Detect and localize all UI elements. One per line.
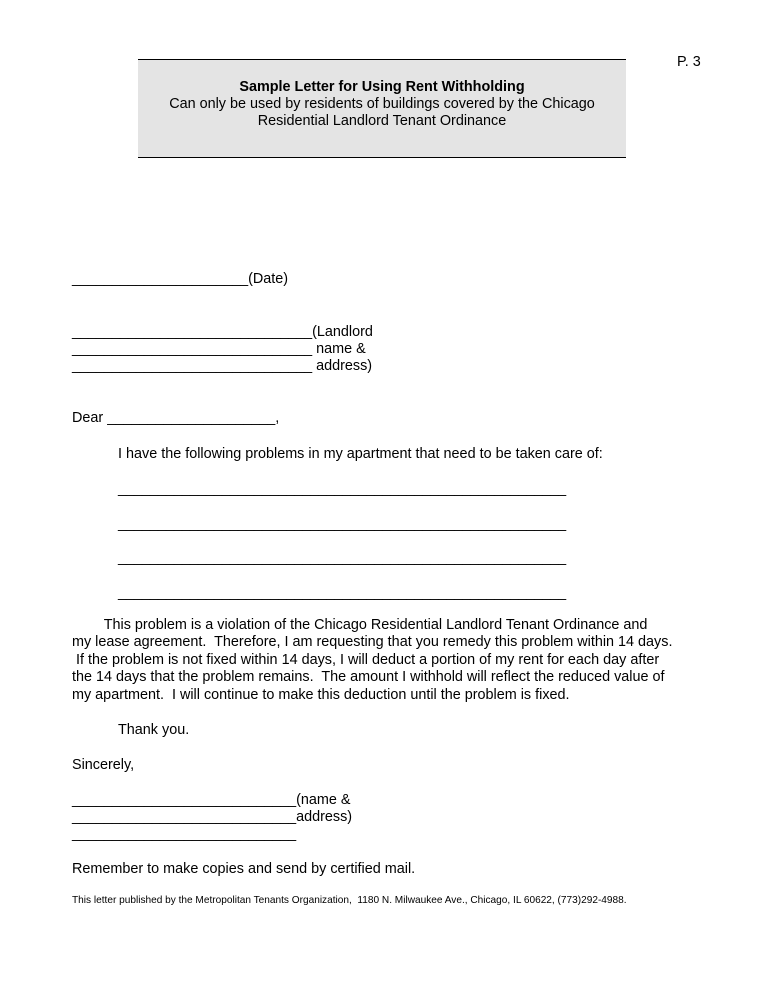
landlord-label-2: name &: [312, 341, 366, 357]
landlord-blank-3: ______________________________: [72, 358, 313, 374]
landlord-blank-1: ______________________________: [72, 324, 313, 340]
problem-line-3: ________________________________________________________: [118, 550, 567, 566]
landlord-line2: [72, 341, 366, 358]
body-paragraph: [72, 617, 712, 704]
body-line-1: This problem is a violation of the Chicago Residential Landlord Tenant Ordinance and: [72, 617, 648, 633]
body-line-4: the 14 days that the problem remains. The amount I withhold will reflect the reduced value of: [72, 669, 665, 686]
letter-subtitle-line1: Can only be used by residents of buildings covered by the Chicago: [169, 96, 595, 112]
date-label: (Date): [248, 271, 289, 287]
signature-blank-2: ____________________________: [72, 809, 297, 825]
landlord-label-3: address): [312, 358, 373, 374]
problems-intro: I have the following problems in my apartment that need to be taken care of:: [118, 446, 603, 462]
letter-subtitle-line2: Residential Landlord Tenant Ordinance: [257, 113, 507, 129]
landlord-blank-2: ______________________________: [72, 341, 313, 357]
signature-label-2: address): [296, 809, 353, 825]
letter-title: Sample Letter for Using Rent Withholding: [239, 79, 525, 95]
signature-line3: ____________________________: [72, 826, 297, 842]
body-line-5: my apartment. I will continue to make this deduction until the problem is fixed.: [72, 686, 570, 703]
thank-you: Thank you.: [118, 722, 190, 738]
date-line: [72, 271, 288, 288]
closing: Sincerely,: [72, 757, 135, 773]
landlord-line3: [72, 358, 372, 375]
salutation: Dear _____________________,: [72, 410, 280, 426]
page-number: P. 3: [677, 54, 701, 70]
footer-note: This letter published by the Metropolitan Tenants Organization, 1180 N. Milwaukee Ave., Chicago, IL 60622, (773)292-4988.: [72, 895, 627, 906]
signature-line2: [72, 809, 352, 826]
date-blank: ______________________: [72, 271, 249, 287]
reminder: Remember to make copies and send by certified mail.: [72, 861, 416, 877]
body-line-2: my lease agreement. Therefore, I am requesting that you remedy this problem within 14 days.: [72, 634, 673, 651]
signature-label-1: (name &: [296, 792, 351, 808]
problem-line-1: ________________________________________________________: [118, 481, 567, 497]
landlord-line1: [72, 324, 373, 341]
problem-line-4: ________________________________________________________: [118, 585, 567, 601]
header-box: [138, 59, 626, 158]
signature-line1: [72, 792, 351, 809]
problem-line-2: ________________________________________________________: [118, 516, 567, 532]
landlord-label-1: (Landlord: [312, 324, 373, 340]
signature-blank-1: ____________________________: [72, 792, 297, 808]
body-line-3: If the problem is not fixed within 14 days, I will deduct a portion of my rent for each day after: [72, 651, 660, 668]
